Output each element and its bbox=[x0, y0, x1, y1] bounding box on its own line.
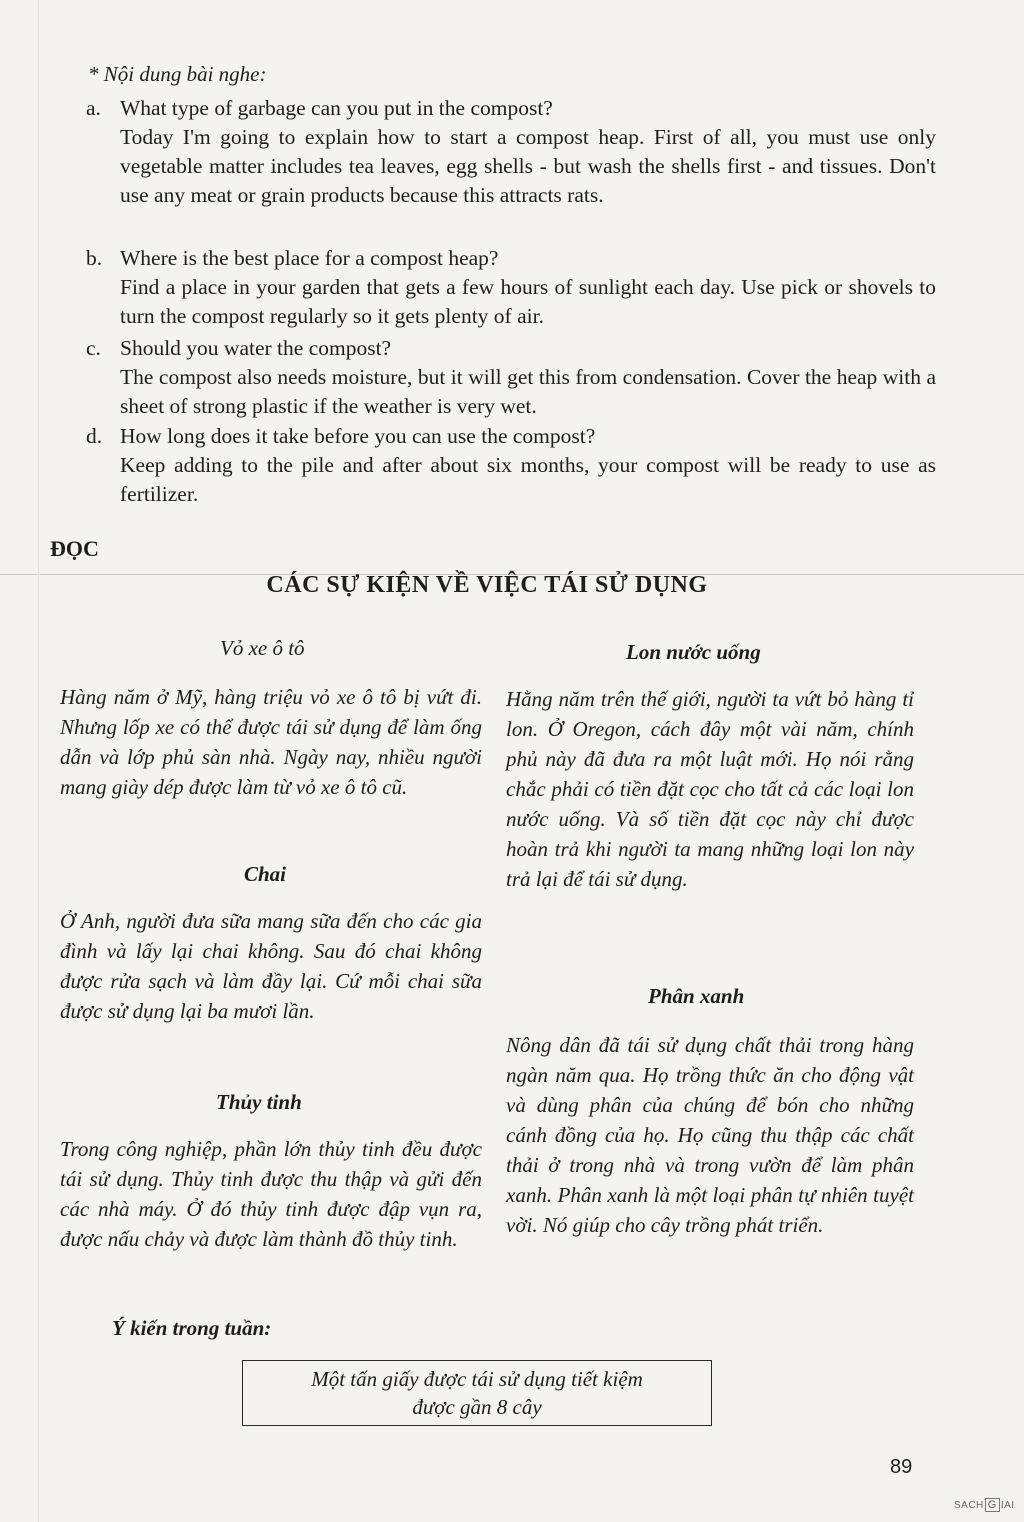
watermark-left: SACH bbox=[954, 1500, 984, 1511]
item-answer: Keep adding to the pile and after about six months, your compost will be ready to use as fertilizer. bbox=[120, 453, 936, 506]
item-letter: b. bbox=[86, 246, 103, 270]
listening-content-title: * Nội dung bài nghe: bbox=[88, 62, 267, 86]
watermark-right: IAI bbox=[1000, 1500, 1015, 1511]
item-question: How long does it take before you can use the compost? bbox=[120, 424, 596, 448]
listening-item-b bbox=[86, 244, 936, 331]
item-letter: d. bbox=[86, 424, 103, 448]
listening-item-a bbox=[86, 94, 936, 210]
page-edge-shadow bbox=[38, 0, 39, 1522]
item-answer: Find a place in your garden that gets a few hours of sunlight each day. Use pick or shovels to turn the compost regularly so it gets plenty of air. bbox=[120, 275, 936, 328]
item-answer: Today I'm going to explain how to start a compost heap. First of all, you must use only vegetable matter includes tea leaves, egg shells - but wash the shells first - and tissues. Don't use any meat or grain products because this attracts rats. bbox=[120, 125, 936, 207]
paragraph-tires: Hàng năm ở Mỹ, hàng triệu vỏ xe ô tô bị vứt đi. Nhưng lốp xe có thể được tái sử dụng để làm ống dẫn và lớp phủ sàn nhà. Ngày nay, nhiều người mang giày dép được làm từ vỏ xe ô tô cũ. bbox=[60, 685, 482, 799]
listening-item-c bbox=[86, 334, 936, 421]
item-letter: c. bbox=[86, 336, 101, 360]
idea-line-2: được gần 8 cây bbox=[412, 1395, 542, 1419]
heading-cans: Lon nước uống bbox=[626, 640, 761, 664]
watermark-logo bbox=[954, 1498, 1015, 1512]
item-letter: a. bbox=[86, 96, 101, 120]
item-question: What type of garbage can you put in the compost? bbox=[120, 96, 553, 120]
paragraph-glass: Trong công nghiệp, phần lớn thủy tinh đều được tái sử dụng. Thủy tinh được thu thập và gửi đến các nhà máy. Ở đó thủy tinh được đập vụn ra, được nấu chảy và được làm thành đồ thủy tinh. bbox=[60, 1137, 482, 1251]
paragraph-cans: Hằng năm trên thế giới, người ta vứt bỏ hàng tỉ lon. Ở Oregon, cách đây một vài năm, chính phủ này đã đưa ra một luật mới. Họ nói rằng chắc phải có tiền đặt cọc cho tất cả các loại lon nước uống. Và số tiền đặt cọc này chỉ được hoàn trả khi người ta mang những loại lon này trả lại để tái sử dụng. bbox=[506, 687, 914, 891]
listening-item-d bbox=[86, 422, 936, 509]
page-number: 89 bbox=[890, 1456, 913, 1478]
reading-title: CÁC SỰ KIỆN VỀ VIỆC TÁI SỬ DỤNG bbox=[266, 572, 708, 598]
paragraph-bottles: Ở Anh, người đưa sữa mang sữa đến cho các gia đình và lấy lại chai không. Sau đó chai không được rửa sạch và làm đầy lại. Cứ mỗi chai sữa được sử dụng lại ba mươi lần. bbox=[60, 909, 482, 1023]
idea-of-week-box bbox=[242, 1360, 712, 1426]
item-answer: The compost also needs moisture, but it will get this from condensation. Cover the heap with a sheet of strong plastic if the weather is very wet. bbox=[120, 365, 936, 418]
heading-bottles: Chai bbox=[244, 862, 287, 886]
reading-section-label: ĐỌC bbox=[50, 536, 99, 561]
heading-glass: Thủy tinh bbox=[216, 1090, 302, 1114]
idea-line-1: Một tấn giấy được tái sử dụng tiết kiệm bbox=[311, 1367, 643, 1391]
heading-tires: Vỏ xe ô tô bbox=[220, 636, 305, 660]
item-question: Should you water the compost? bbox=[120, 336, 392, 360]
item-question: Where is the best place for a compost heap? bbox=[120, 246, 499, 270]
heading-compost: Phân xanh bbox=[648, 984, 745, 1008]
idea-of-week-label: Ý kiến trong tuần: bbox=[112, 1316, 272, 1340]
watermark-box: G bbox=[985, 1498, 1000, 1512]
paragraph-compost: Nông dân đã tái sử dụng chất thải trong hàng ngàn năm qua. Họ trồng thức ăn cho động vật và dùng phân của chúng để bón cho những cánh đồng của họ. Họ cũng thu thập các chất thải ở trong nhà và trong vườn để làm phân xanh. Phân xanh là một loại phân tự nhiên tuyệt vời. Nó giúp cho cây trồng phát triển. bbox=[506, 1033, 914, 1237]
